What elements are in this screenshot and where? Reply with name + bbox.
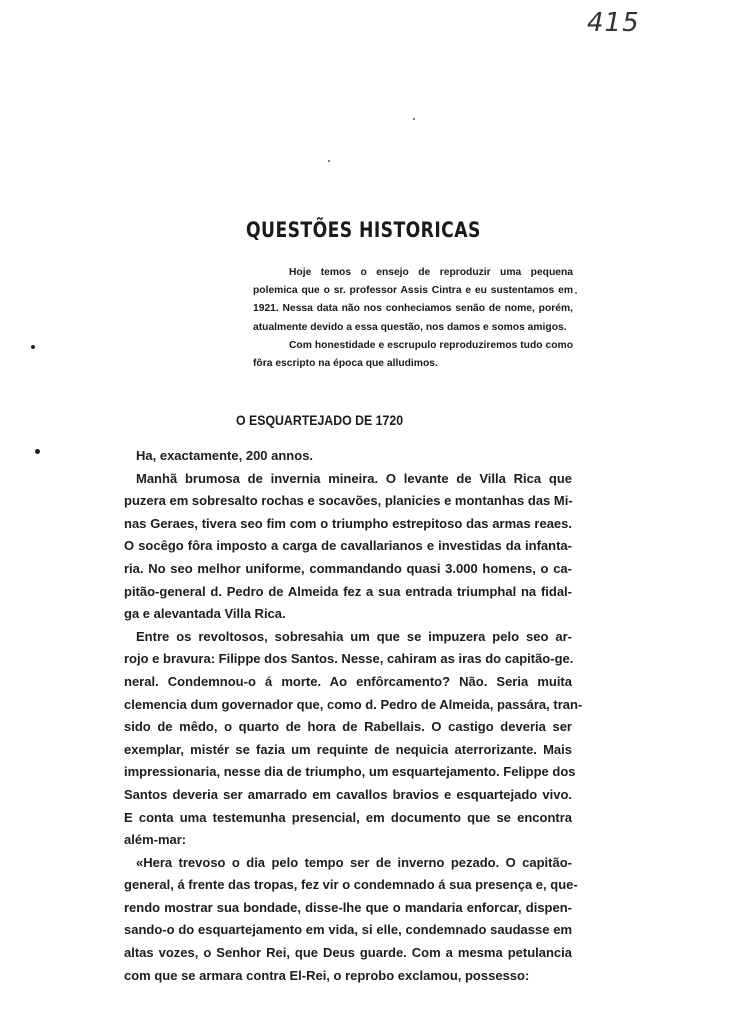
text-line: O socêgo fôra imposto a carga de cavallarianos e investidas da infanta- <box>124 538 572 554</box>
margin-mark <box>31 345 35 349</box>
text-line: além-mar: <box>124 832 187 848</box>
text-line: Manhã brumosa de invernia mineira. O levante de Villa Rica que <box>136 470 572 486</box>
article-body <box>124 445 583 987</box>
margin-speck <box>413 118 415 120</box>
intro-note <box>253 264 573 373</box>
text-line: Entre os revoltosos, sobresahia um que se impuzera pelo seo ar- <box>136 628 572 644</box>
text-line: altas vozes, o Senhor Rei, que Deus guarde. Com a mesma petulancia <box>124 945 572 961</box>
page-number: 415 <box>587 8 640 38</box>
text-line: pitão-general d. Pedro de Almeida fez a sua entrada triumphal na fidal- <box>124 583 572 599</box>
text-line: ria. No seo melhor uniforme, commandando quasi 3.000 homens, o ca- <box>124 560 572 576</box>
article-paragraph <box>124 626 583 852</box>
intro-paragraph-2: Com honestidade e escrupulo reproduziremos tudo como fôra escripto na época que alludimos. <box>253 339 573 370</box>
text-line: ga e alevantada Villa Rica. <box>124 606 286 622</box>
section-title: O ESQUARTEJADO DE 1720 <box>236 412 404 428</box>
text-line: rendo mostrar sua bondade, disse-lhe que o mandaria enforcar, dispen- <box>124 899 572 915</box>
margin-mark <box>35 449 40 454</box>
article-paragraph <box>124 468 572 626</box>
text-line: Ha, exactamente, 200 annos. <box>136 448 314 463</box>
article-paragraph <box>124 852 578 988</box>
text-line: «Hera trevoso o dia pelo tempo ser de inverno pezado. O capitão- <box>136 854 572 870</box>
text-line: neral. Condemnou-o á morte. Ao enfôrcamento? Não. Seria muita <box>124 673 572 689</box>
text-line: general, á frente das tropas, fez vir o condemnado á sua presença e, que- <box>124 877 578 893</box>
page-title: QUESTÕES HISTORICAS <box>246 218 481 242</box>
text-line: E conta uma testemunha presencial, em documento que se encontra <box>124 809 572 825</box>
text-line: rojo e bravura: Filippe dos Santos. Nesse, cahiram as iras do capitão-ge. <box>124 651 574 667</box>
text-line: clemencia dum governador que, como d. Pedro de Almeida, passára, tran- <box>124 696 583 712</box>
text-line: impressionaria, nesse dia de triumpho, um esquartejamento. Felippe dos <box>124 764 576 780</box>
article-paragraph <box>124 445 572 468</box>
text-line: exemplar, mistér se fazia um requinte de nequicia aterrorizante. Mais <box>124 741 572 757</box>
text-line: nas Geraes, tivera seo fim com o triumpho estrepitoso das armas reaes. <box>124 515 572 531</box>
text-line: com que se armara contra El-Rei, o reprobo exclamou, possesso: <box>124 967 530 983</box>
intro-paragraph-1: Hoje temos o ensejo de reproduzir uma pequena polemica que o sr. professor Assis Cintra e eu sustentamos em 1921. Nessa data não nos conheciamos senão de nome, porém, atualmente devido a essa questão, nos damos e somos amigos. <box>253 267 573 333</box>
text-line: sando-o do esquartejamento em vida, si elle, condemnado saudasse em <box>124 922 572 938</box>
text-line: Santos deveria ser amarrado em cavallos bravios e esquartejado vivo. <box>124 786 572 802</box>
text-line: sido de mêdo, o quarto de hora de Rabellais. O castigo deveria ser <box>124 719 572 735</box>
margin-speck <box>575 292 577 294</box>
margin-speck <box>328 160 330 162</box>
text-line: puzera em sobresalto rochas e socavões, planicies e montanhas das Mi- <box>124 493 573 509</box>
